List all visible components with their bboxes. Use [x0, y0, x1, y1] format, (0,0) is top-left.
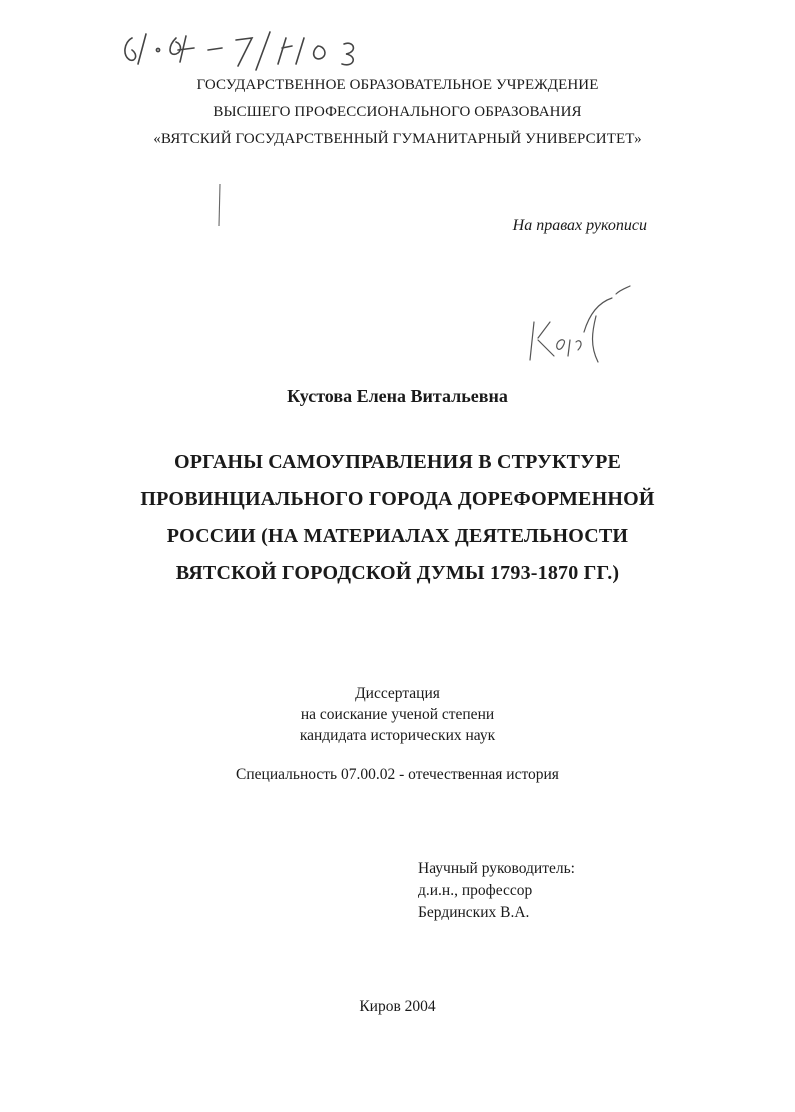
- specialty: Специальность 07.00.02 - отечественная история: [236, 766, 559, 783]
- degree-line-3: кандидата исторических наук: [299, 727, 496, 744]
- supervisor-degree: д.и.н., профессор: [418, 882, 533, 899]
- supervisor-name: Бердинских В.А.: [418, 904, 530, 921]
- manuscript-rights-note: На правах рукописи: [512, 217, 647, 234]
- title-line-4: ВЯТСКОЙ ГОРОДСКОЙ ДУМЫ 1793-1870 ГГ.): [175, 562, 620, 584]
- institution-line-3: «ВЯТСКИЙ ГОСУДАРСТВЕННЫЙ ГУМАНИТАРНЫЙ УНИВЕРСИТЕТ»: [153, 131, 642, 147]
- institution-line-1: ГОСУДАРСТВЕННОЕ ОБРАЗОВАТЕЛЬНОЕ УЧРЕЖДЕНИЕ: [196, 77, 599, 93]
- title-line-2: ПРОВИНЦИАЛЬНОГО ГОРОДА ДОРЕФОРМЕННОЙ: [140, 488, 655, 510]
- supervisor-block: [418, 858, 575, 924]
- degree-line-1: Диссертация: [355, 685, 440, 702]
- author-name: Кустова Елена Витальевна: [287, 386, 508, 406]
- institution-line-2: ВЫСШЕГО ПРОФЕССИОНАЛЬНОГО ОБРАЗОВАНИЯ: [213, 104, 582, 120]
- title-line-1: ОРГАНЫ САМОУПРАВЛЕНИЯ В СТРУКТУРЕ: [173, 451, 622, 473]
- pencil-mark: [214, 182, 226, 230]
- city-year: Киров 2004: [359, 998, 436, 1015]
- supervisor-label: Научный руководитель:: [418, 860, 575, 877]
- title-line-3: РОССИИ (НА МАТЕРИАЛАХ ДЕЯТЕЛЬНОСТИ: [166, 525, 629, 547]
- handwritten-catalog-number: [118, 26, 398, 76]
- signature: [520, 282, 640, 372]
- degree-line-2: на соискание ученой степени: [300, 706, 495, 723]
